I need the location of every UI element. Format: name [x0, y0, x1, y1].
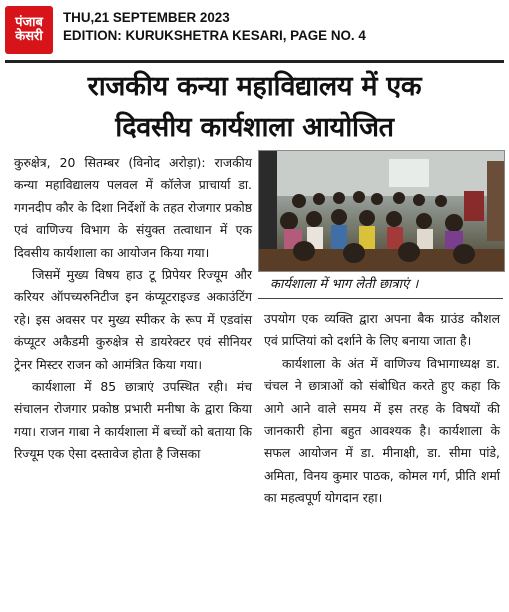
logo-line-1: पंजाब [15, 15, 43, 31]
caption-divider [258, 298, 503, 299]
logo-line-2: केसरी [15, 29, 43, 44]
article-headline [0, 66, 509, 148]
masthead-divider [5, 60, 504, 63]
publication-date: THU,21 SEPTEMBER 2023 [63, 10, 230, 25]
newspaper-logo [5, 6, 53, 54]
workshop-photo [258, 150, 505, 272]
classroom-photo-illustration [259, 151, 504, 271]
headline-line-2: दिवसीय कार्यशाला आयोजित [115, 112, 394, 143]
paragraph: कार्यशाला के अंत में वाणिज्य विभागाध्यक्ष डा. चंचल ने छात्राओं को संबोधित करते हुए कहा कि आगे आने वाले समय में इस तरह के विषयों की जानकारी होना बहुत आवश्यक है। कार्यशाला के सफल आयोजन में डा. मीनाक्षी, डा. सीमा पांडे, अमिता, विनय कुमार पाठक, कोमल गर्ग, प्रीति शर्मा का महत्वपूर्ण योगदान रहा। [264, 355, 500, 506]
paragraph: उपयोग एक व्यक्ति द्वारा अपना बैक ग्राउंड कौशल एवं प्राप्तियां को दर्शाने के लिए बनाया जाता है। [264, 311, 500, 349]
masthead-meta [63, 9, 366, 45]
article-column-right [264, 308, 500, 510]
headline-line-1: राजकीय कन्या महाविद्यालय में एक [87, 71, 422, 102]
article-column-left [14, 152, 252, 466]
paragraph-dateline: कुरुक्षेत्र, 20 सितम्बर (विनोद अरोड़ा): राजकीय कन्या महाविद्यालय पलवल में कॉलेज प्राचार्या डा. गगनदीप कौर के दिशा निर्देशों के तहत रोजगार प्रकोष्ठ एवं वाणिज्य विभाग के संयुक्त तत्वाधान में एक दिवसीय कार्यशाला का आयोजन किया गया। [14, 155, 252, 260]
paragraph: कार्यशाला में 85 छात्राएं उपस्थित रही। मंच संचालन रोजगार प्रकोष्ठ प्रभारी मनीषा के द्वारा किया गया। राजन गाबा ने कार्यशाला में बच्चों को बताया कि रिज्यूम एक ऐसा दस्तावेज होता है जिसका [14, 379, 252, 462]
paragraph: जिसमें मुख्य विषय हाउ टू प्रिपेयर रिज्यूम और करियर ऑपच्यरुनिटीज इन कंप्यूटराइज्ड अकाउंटिंग रहे। इस अवसर पर मुख्य स्पीकर के रूप में एडवांस कंप्यूटर अकैडमी कुरुक्षेत्र से डायरेक्टर एवं सीनियर ट्रेनर मिस्टर राजन को आमंत्रित किया गया। [14, 267, 252, 372]
photo-caption: कार्यशाला में भाग लेती छात्राएं । [270, 277, 419, 292]
edition-info: EDITION: KURUKSHETRA KESARI, PAGE NO. 4 [63, 28, 366, 43]
